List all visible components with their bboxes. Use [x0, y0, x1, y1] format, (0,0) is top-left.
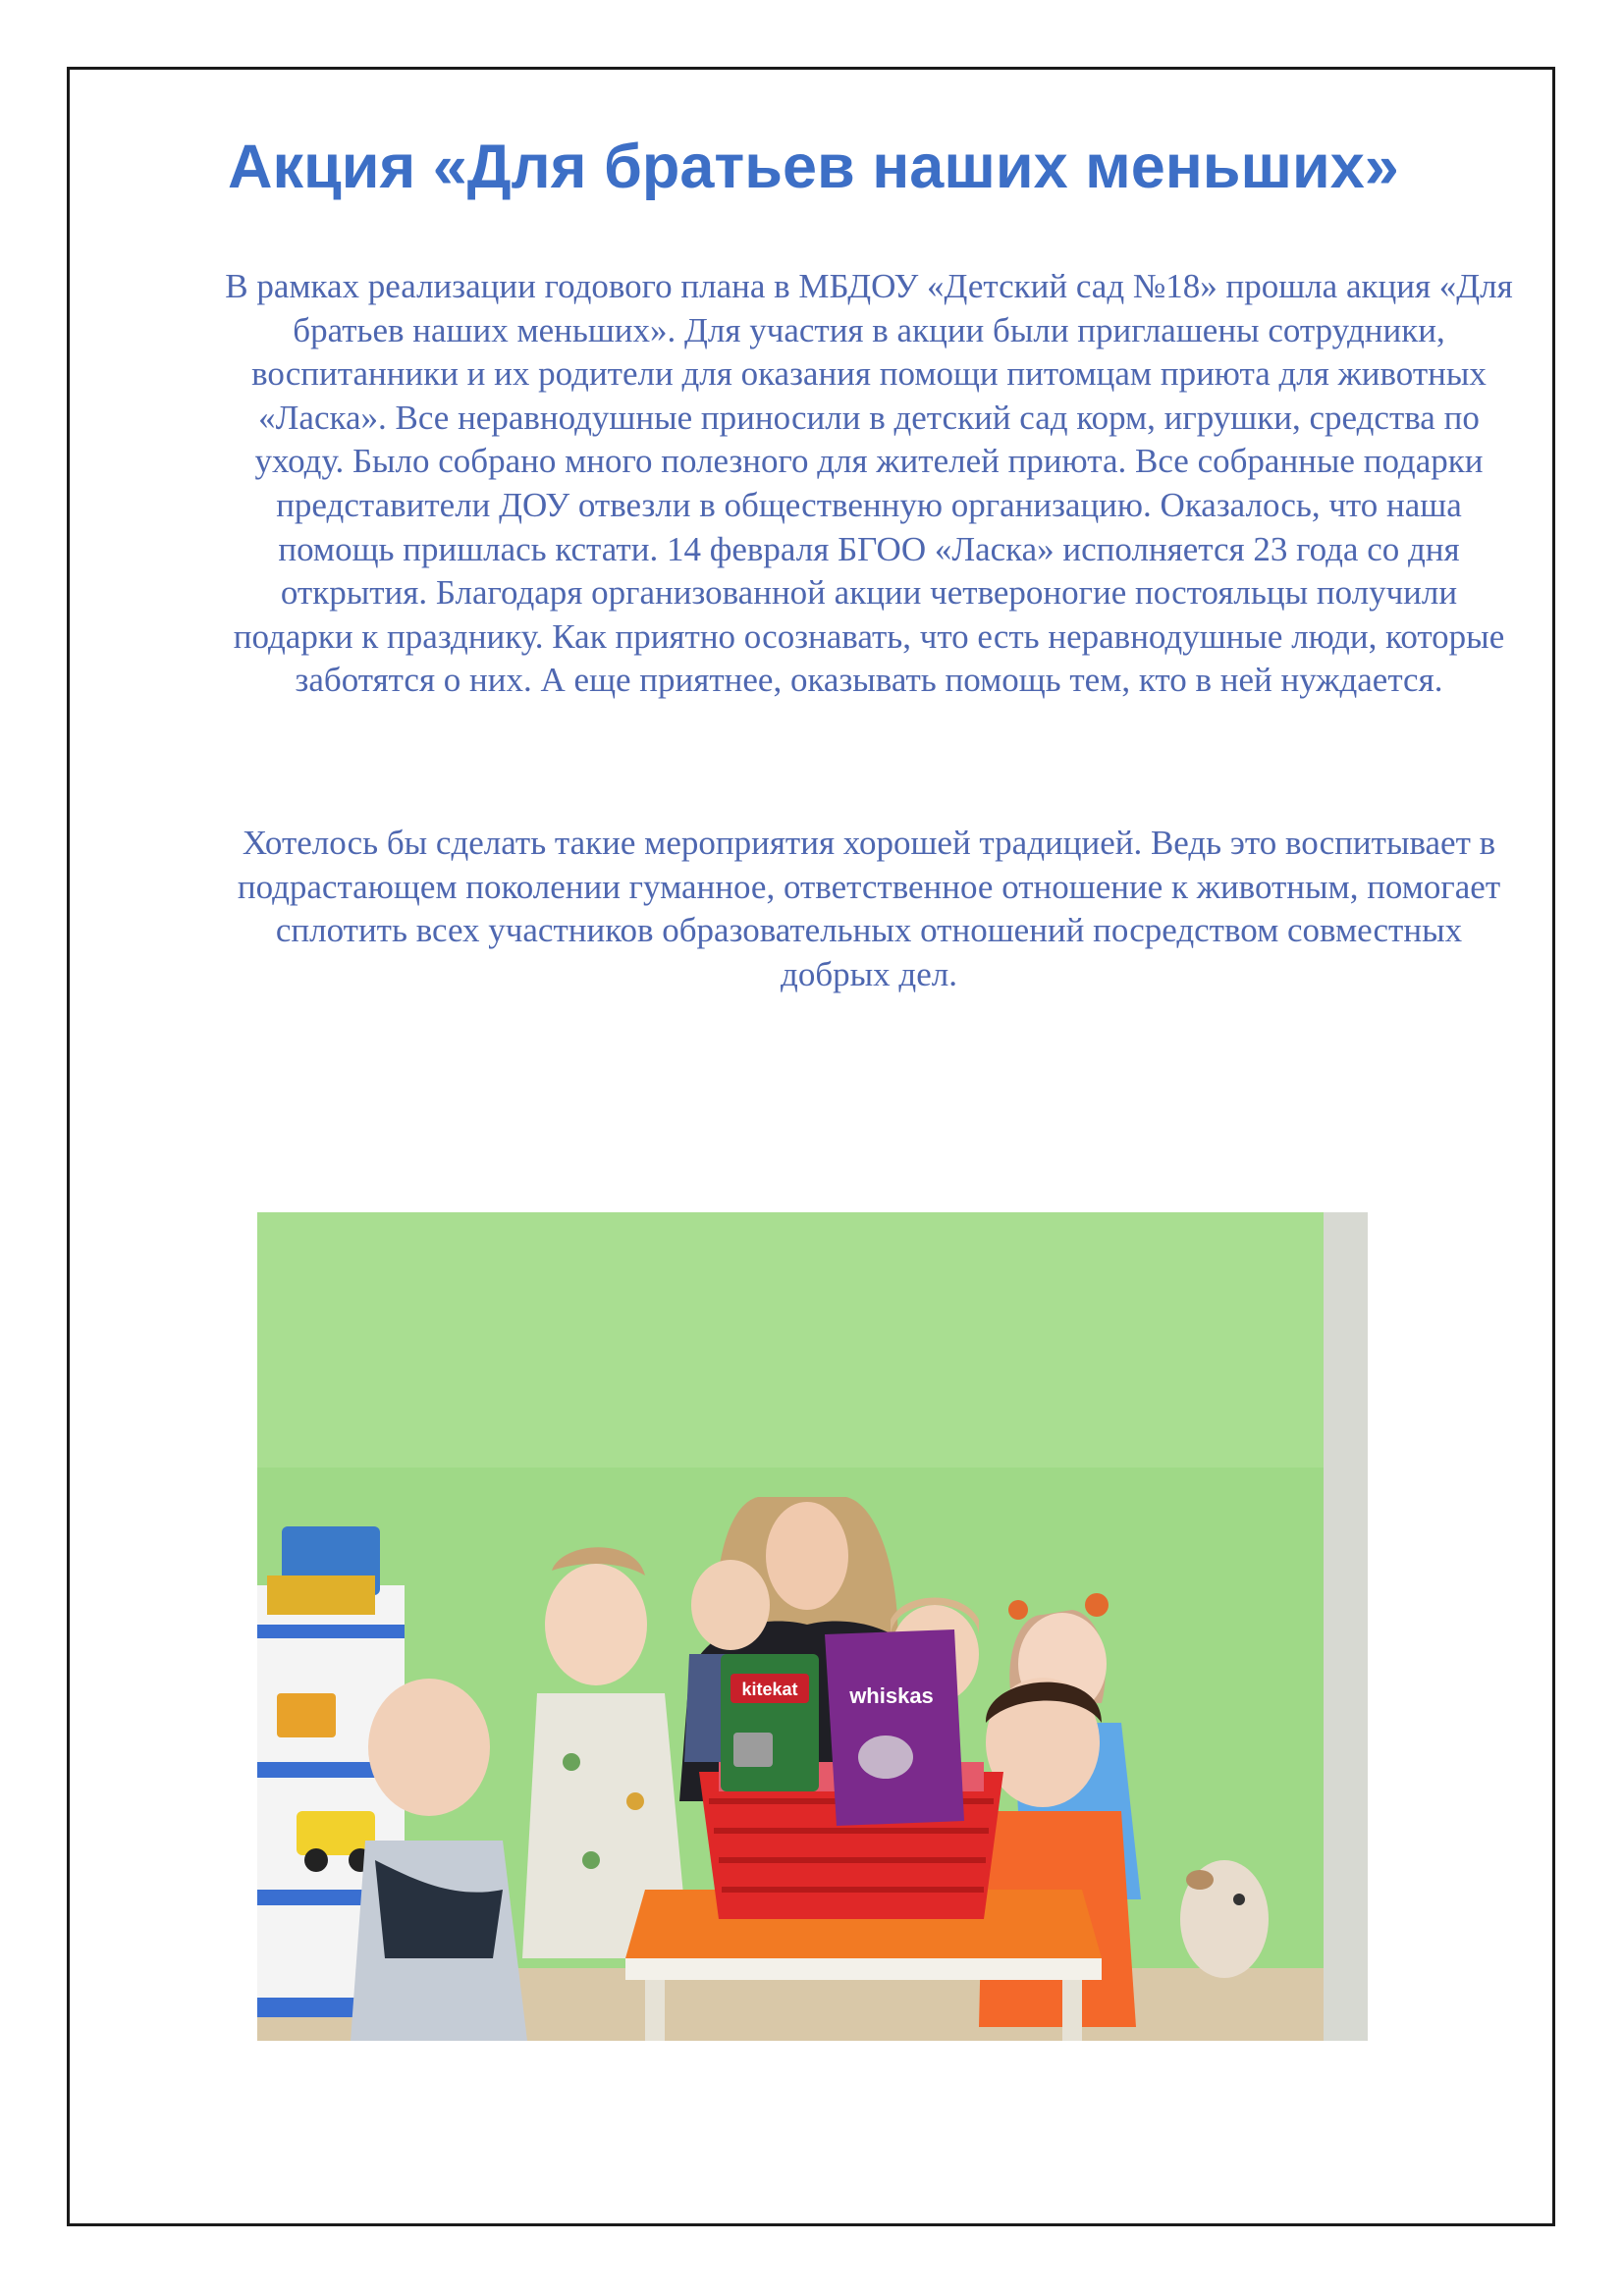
whiskas-label: whiskas [849, 1683, 934, 1708]
paragraph-main: В рамках реализации годового плана в МБДОУ «Детский сад №18» прошла акция «Для братьев наших меньших». Для участия в акции были приглашены сотрудники, воспитанники и их родители для оказания помощи питомцам приюта для животных «Ласка». Все неравнодушные приносили в детский сад корм, игрушки, средства по уходу. Было собрано много полезного для жителей приюта. Все собранные подарки представители ДОУ отвезли в общественную организацию. Оказалось, что наша помощь пришлась кстати. 14 февраля БГОО «Ласка» исполняется 23 года со дня открытия. Благодаря организованной акции четвероногие постояльцы получили подарки к празднику. Как приятно осознавать, что есть неравнодушные люди, которые заботятся о них. А еще приятнее, оказывать помощь тем, кто в ней нуждается. [225, 267, 1513, 700]
kitekat-package [721, 1654, 819, 1791]
paragraph-conclusion: Хотелось бы сделать такие мероприятия хорошей традицией. Ведь это воспитывает в подрастающем поколении гуманное, ответственное отношение к животным, помогает сплотить всех участников образовательных отношений посредством совместных добрых дел. [237, 824, 1501, 993]
page-title: Акция «Для братьев наших меньших» [228, 133, 1399, 201]
event-photo [257, 1212, 1368, 2041]
plush-toy [1180, 1860, 1269, 1978]
whiskas-package [825, 1629, 964, 1826]
event-photo-illustration [257, 1212, 1368, 2041]
kitekat-label: kitekat [741, 1680, 798, 1699]
door-frame [1324, 1212, 1368, 2041]
